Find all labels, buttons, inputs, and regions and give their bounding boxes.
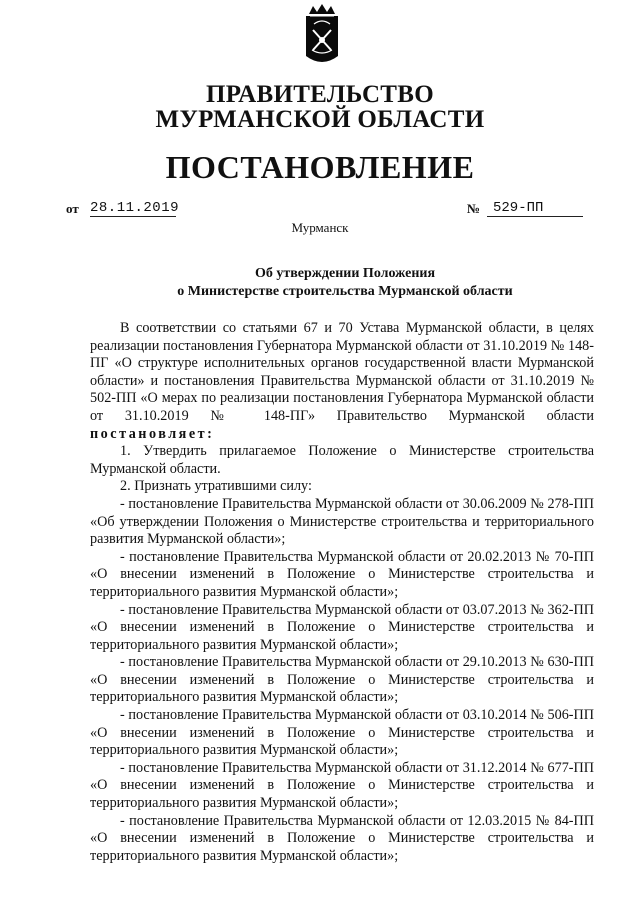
government-name-line1: ПРАВИТЕЛЬСТВО <box>206 81 434 108</box>
preamble-paragraph <box>90 320 594 443</box>
government-name-line2: МУРМАНСКОЙ ОБЛАСТИ <box>155 106 485 133</box>
decrees-word: постановляет: <box>90 425 215 442</box>
city: Мурманск <box>291 220 349 235</box>
document-type: ПОСТАНОВЛЕНИЕ <box>165 149 475 185</box>
preamble-text: В соответствии со статьями 67 и 70 Устава Мурманской области, в целях реализации постановления Губернатора Мурманской области от 31.10.2019 № 148-ПГ «О структуре исполнительных органов государственной власти Мурманской области» и постановления Правительства Мурманской области от 31.10.2019 № 502-ПП «О мерах по реализации постановления Губернатора Мурманской области от 31.10.2019 № 148-ПГ» Правительство Мурманской области <box>90 320 594 424</box>
repealed-item: - постановление Правительства Мурманской области от 12.03.2015 № 84-ПП «О внесении изменений в Положение о Министерстве строительства и территориального развития Мурманской области»; <box>90 812 594 864</box>
number-prefix: № <box>467 201 481 216</box>
repealed-item: - постановление Правительства Мурманской области от 30.06.2009 № 278-ПП «Об утверждении Положения о Министерстве строительства и территориального развития Мурманской области»; <box>90 495 594 548</box>
document-title-line1: Об утверждении Положения <box>254 266 436 281</box>
document-date: 28.11.2019 <box>90 200 180 216</box>
date-prefix: от <box>66 201 79 216</box>
repealed-item: - постановление Правительства Мурманской области от 31.12.2014 № 677-ПП «О внесении изменений в Положение о Министерстве строительства и территориального развития Мурманской области»; <box>90 759 594 812</box>
coat-of-arms-icon <box>300 4 344 66</box>
item-2: 2. Признать утратившими силу: <box>120 478 312 495</box>
document-number: 529-ПП <box>487 201 583 217</box>
document-body <box>90 320 594 865</box>
repealed-item: - постановление Правительства Мурманской области от 29.10.2013 № 630-ПП «О внесении изменений в Положение о Министерстве строительства и территориального развития Мурманской области»; <box>90 654 594 706</box>
repealed-item: - постановление Правительства Мурманской области от 03.10.2014 № 506-ПП «О внесении изменений в Положение о Министерстве строительства и территориального развития Мурманской области»; <box>90 707 594 759</box>
document-title-line2: о Министерстве строительства Мурманской области <box>177 284 513 299</box>
item-1: 1. Утвердить прилагаемое Положение о Министерстве строительства Мурманской области. <box>90 443 594 477</box>
repealed-item: - постановление Правительства Мурманской области от 03.07.2013 № 362-ПП «О внесении изменений в Положение о Министерстве строительства и территориального развития Мурманской области»; <box>90 601 594 653</box>
repealed-item: - постановление Правительства Мурманской области от 20.02.2013 № 70-ПП «О внесении изменений в Положение о Министерстве строительства и территориального развития Мурманской области»; <box>90 548 594 600</box>
